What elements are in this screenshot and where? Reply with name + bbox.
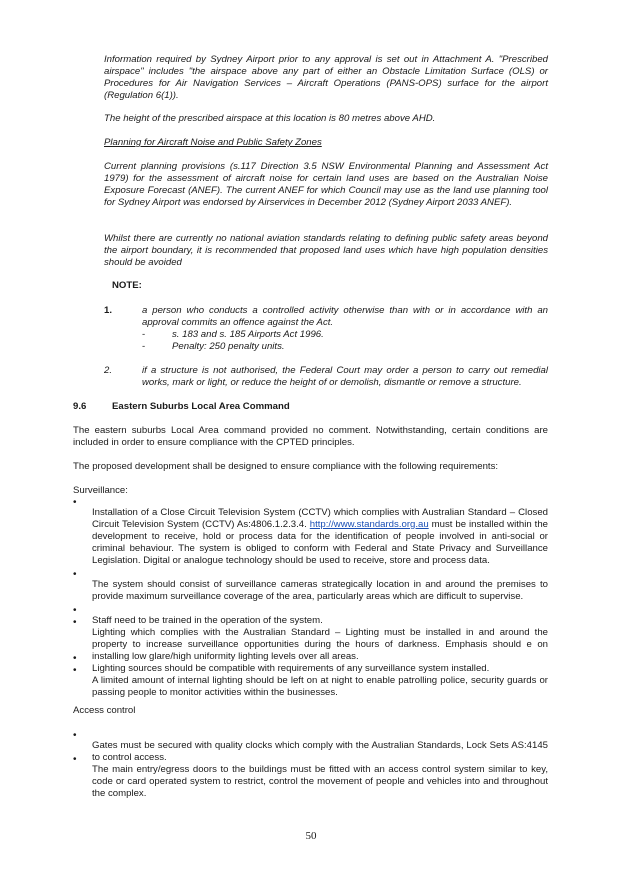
surveillance-label: Surveillance: (73, 485, 128, 496)
surveillance-item-lighting: Lighting which complies with the Australian Standard – Lighting must be installed in and around the property to increase surveillance opportunities during the hours of darkness. Emphasis should e on installing low glare/high uniformity lighting levels over all areas. (92, 626, 548, 662)
bullet-icon: • (73, 497, 77, 508)
note-1-sub-2: Penalty: 250 penalty units. (172, 341, 285, 352)
note-1-sub-1-dash: - (142, 329, 146, 340)
surveillance-item-cctv (92, 507, 548, 567)
note-1-sub-1: s. 183 and s. 185 Airports Act 1996. (172, 329, 324, 340)
bullet-icon: • (73, 617, 77, 628)
bullet-icon: • (73, 605, 77, 616)
bullet-icon: • (73, 665, 77, 676)
bullet-icon: • (73, 653, 77, 664)
cctv-text-end: must be installed within the development to receive, hold or process data for the identification of people involved in anti-social or criminal behaviour. The system is obliged to conform with Federal and State Privacy and Surveillance Legislation. Digital or analogue technology should be used to receive, store and process data. (92, 518, 548, 566)
paragraph-public-safety: Whilst there are currently no national aviation standards relating to defining public safety areas beyond the airport boundary, it is recommended that proposed land uses which have high population densities should be avoided (104, 233, 548, 268)
page-number: 50 (305, 830, 317, 842)
surveillance-item-cameras: The system should consist of surveillance cameras strategically location in and around the premises to provide maximum surveillance coverage of the area, particularly areas which are difficult to supervise. (92, 578, 548, 602)
note-1-text: a person who conducts a controlled activity otherwise than with or in accordance with an approval commits an offence against the Act. (142, 305, 548, 328)
paragraph-prescribed-airspace: Information required by Sydney Airport prior to any approval is set out in Attachment A. "Prescribed airspace" includes "the airspace above any part of either an Obstacle Limitation Surface (OLS) or Procedures for Air Navigation Services – Aircraft Operations (PANS-OPS) surface for the airport (Regulation 6(1)). (104, 54, 548, 101)
surveillance-item-light-sources: Lighting sources should be compatible with requirements of any surveillance system installed. (92, 662, 490, 674)
note-1-number: 1. (104, 305, 113, 316)
access-item-gates: Gates must be secured with quality clocks which comply with the Australian Standards, Lock Sets AS:4145 to control access. (92, 739, 548, 763)
section-title: Eastern Suburbs Local Area Command (112, 401, 290, 412)
paragraph-requirements: The proposed development shall be designed to ensure compliance with the following requirements: (73, 461, 499, 472)
surveillance-item-internal-lighting: A limited amount of internal lighting should be left on at night to enable patrolling police, security guards or passing people to monitor activities within the businesses. (92, 674, 548, 698)
paragraph-no-comment: The eastern suburbs Local Area command provided no comment. Notwithstanding, certain conditions are included in order to ensure compliance with the CPTED principles. (73, 425, 548, 448)
bullet-icon: • (73, 730, 77, 741)
note-label: NOTE: (112, 280, 142, 291)
paragraph-airspace-height: The height of the prescribed airspace at this location is 80 metres above AHD. (104, 113, 436, 124)
note-1-sub-2-dash: - (142, 341, 146, 352)
subheading-aircraft-noise: Planning for Aircraft Noise and Public Safety Zones (104, 137, 322, 148)
note-2-text: if a structure is not authorised, the Federal Court may order a person to carry out remedial works, mark or light, or reduce the height of or demolish, dismantle or remove a structure. (142, 365, 548, 388)
cctv-text-start: Installation of a Close Circuit Television System (CCTV) which complies with Australian Standard – Closed Circuit Television System (CCTV) As:4806.1.2.3.4. (92, 506, 548, 530)
paragraph-planning-provisions: Current planning provisions (s.117 Direction 3.5 NSW Environmental Planning and Assessment Act 1979) for the assessment of aircraft noise for certain land uses are based on the Australian Noise Exposure Forecast (ANEF). The current ANEF for which Council may use as the land use planning tool for Sydney Airport was endorsed by Airservices in December 2012 (Sydney Airport 2033 ANEF). (104, 161, 548, 208)
bullet-icon: • (73, 569, 77, 580)
standards-link[interactable]: http://www.standards.org.au (309, 518, 429, 530)
note-2-number: 2. (104, 365, 113, 376)
access-control-label: Access control (73, 705, 136, 716)
access-item-entry-doors: The main entry/egress doors to the buildings must be fitted with an access control system similar to key, code or card operated system to restrict, control the movement of people and vehicles into and throughout the complex. (92, 763, 548, 799)
surveillance-item-staff: Staff need to be trained in the operation of the system. (92, 614, 323, 626)
bullet-icon: • (73, 754, 77, 765)
section-number: 9.6 (73, 401, 87, 412)
